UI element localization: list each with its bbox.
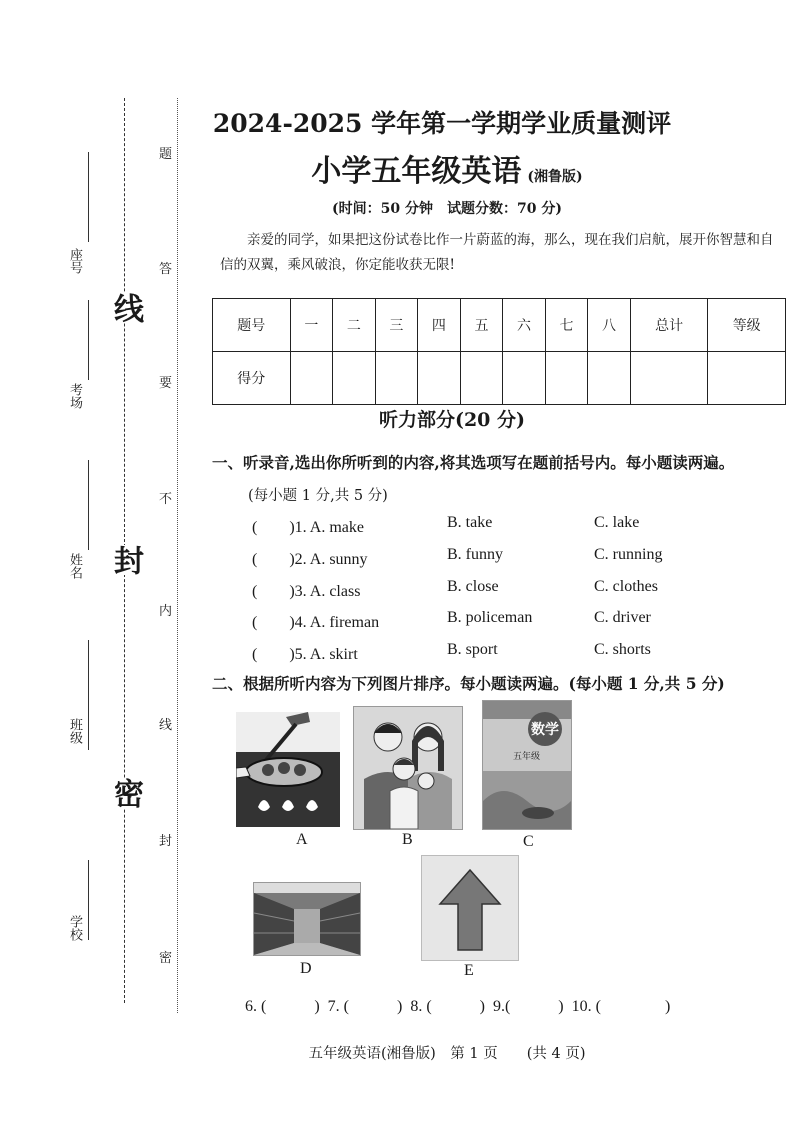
q1-item-5-a[interactable]: ( )5. A. skirt bbox=[252, 646, 358, 663]
q1-item-2-c: C. running bbox=[594, 546, 663, 563]
score-row-label: 得分 bbox=[213, 352, 291, 405]
picture-a-cooking bbox=[236, 712, 340, 827]
q1-item-2-a[interactable]: ( )2. A. sunny bbox=[252, 551, 368, 568]
q1-item-3-c: C. clothes bbox=[594, 578, 658, 595]
picture-e-label: E bbox=[464, 962, 474, 979]
q2-answer-blanks[interactable]: 6. ( ) 7. ( ) 8. ( ) 9.( ) 10. ( ) bbox=[245, 998, 671, 1015]
margin-field-line-school bbox=[88, 860, 89, 940]
notice-char-6: 要 bbox=[159, 376, 173, 391]
q1-item-1-c: C. lake bbox=[594, 514, 640, 531]
score-table-score-row bbox=[213, 352, 786, 405]
listening-section-title: 听力部分(20 分) bbox=[378, 409, 526, 431]
notice-char-2: 封 bbox=[159, 834, 173, 849]
q1-item-5-b: B. sport bbox=[447, 641, 498, 658]
picture-c-math-book bbox=[482, 700, 572, 830]
q1-item-2-b: B. funny bbox=[447, 546, 503, 563]
margin-field-seat: 座号 bbox=[67, 248, 82, 274]
picture-e-arrow bbox=[421, 855, 519, 961]
family-icon bbox=[354, 707, 462, 829]
seal-word-feng: 封 bbox=[108, 545, 143, 575]
score-cell[interactable] bbox=[588, 352, 631, 405]
time-info: (时间：50 分钟 试题分数：70 分) bbox=[332, 201, 562, 217]
notice-char-7: 答 bbox=[159, 262, 173, 277]
score-header-cell: 五 bbox=[460, 299, 503, 352]
q1-item-4-a[interactable]: ( )4. A. fireman bbox=[252, 614, 380, 631]
score-cell[interactable] bbox=[290, 352, 333, 405]
score-header-cell: 题号 bbox=[213, 299, 291, 352]
score-table-header-row bbox=[213, 299, 786, 352]
notice-char-8: 题 bbox=[159, 147, 173, 162]
score-cell[interactable] bbox=[460, 352, 503, 405]
picture-b-label: B bbox=[402, 831, 413, 848]
score-table bbox=[212, 298, 786, 405]
q1-item-5-c: C. shorts bbox=[594, 641, 651, 658]
score-cell[interactable] bbox=[418, 352, 461, 405]
q2-instruction: 二、根据所听内容为下列图片排序。每小题读两遍。(每小题 1 分,共 5 分) bbox=[212, 674, 725, 693]
notice-line bbox=[177, 98, 178, 1013]
score-cell[interactable] bbox=[708, 352, 786, 405]
q1-instruction: 一、听录音,选出你所听到的内容,将其选项写在题前括号内。每小题读两遍。 bbox=[212, 453, 735, 472]
score-cell[interactable] bbox=[503, 352, 546, 405]
margin-field-name: 姓名 bbox=[67, 553, 82, 579]
score-header-cell: 二 bbox=[333, 299, 376, 352]
picture-c-label: C bbox=[523, 833, 534, 850]
page-footer: 五年级英语(湘鲁版) 第 1 页 (共 4 页) bbox=[308, 1046, 586, 1062]
notice-char-1: 密 bbox=[159, 951, 173, 966]
exam-title: 2024-2025 学年第一学期学业质量测评 bbox=[212, 109, 672, 138]
score-header-cell: 等级 bbox=[708, 299, 786, 352]
score-cell[interactable] bbox=[333, 352, 376, 405]
cooking-icon bbox=[236, 712, 340, 827]
score-header-cell: 七 bbox=[545, 299, 588, 352]
margin-field-line-name bbox=[88, 460, 89, 550]
q1-points: (每小题 1 分,共 5 分) bbox=[248, 488, 388, 504]
exam-subtitle bbox=[0, 146, 794, 190]
score-header-cell: 三 bbox=[375, 299, 418, 352]
margin-field-room: 考场 bbox=[67, 383, 82, 409]
notice-char-5: 不 bbox=[159, 492, 173, 507]
score-cell[interactable] bbox=[545, 352, 588, 405]
arrow-up-icon bbox=[422, 856, 518, 960]
score-cell[interactable] bbox=[375, 352, 418, 405]
picture-d-supermarket bbox=[253, 882, 361, 956]
margin-field-class: 班级 bbox=[67, 718, 82, 744]
picture-d-label: D bbox=[300, 960, 312, 977]
intro-paragraph: 亲爱的同学，如果把这份试卷比作一片蔚蓝的海，那么，现在我们启航，展开你智慧和自信的双翼，乘风破浪，你定能收获无限! bbox=[220, 232, 774, 273]
edition-label: (湘鲁版) bbox=[527, 169, 583, 185]
seal-word-mi: 密 bbox=[108, 778, 143, 808]
margin-field-school: 学校 bbox=[67, 915, 82, 941]
q1-item-1-a[interactable]: ( )1. A. make bbox=[252, 519, 364, 536]
picture-a-label: A bbox=[296, 831, 308, 848]
score-header-cell: 八 bbox=[588, 299, 631, 352]
score-cell[interactable] bbox=[630, 352, 708, 405]
book-grade: 五年级 bbox=[513, 752, 541, 762]
q1-item-1-b: B. take bbox=[447, 514, 493, 531]
margin-field-line-room bbox=[88, 300, 89, 380]
subject-name: 小学五年级英语 bbox=[311, 154, 522, 189]
notice-char-4: 内 bbox=[159, 604, 173, 619]
margin-field-line-class bbox=[88, 640, 89, 750]
q1-item-3-a[interactable]: ( )3. A. class bbox=[252, 583, 361, 600]
supermarket-icon bbox=[254, 883, 360, 955]
seal-word-xian: 线 bbox=[108, 293, 143, 323]
score-header-cell: 一 bbox=[290, 299, 333, 352]
score-header-cell: 六 bbox=[503, 299, 546, 352]
q1-item-3-b: B. close bbox=[447, 578, 499, 595]
q1-item-4-b: B. policeman bbox=[447, 609, 533, 626]
score-header-cell: 总计 bbox=[630, 299, 708, 352]
notice-char-3: 线 bbox=[159, 718, 173, 733]
score-header-cell: 四 bbox=[418, 299, 461, 352]
book-title: 数学 bbox=[531, 722, 559, 738]
q1-item-4-c: C. driver bbox=[594, 609, 651, 626]
picture-b-family bbox=[353, 706, 463, 830]
